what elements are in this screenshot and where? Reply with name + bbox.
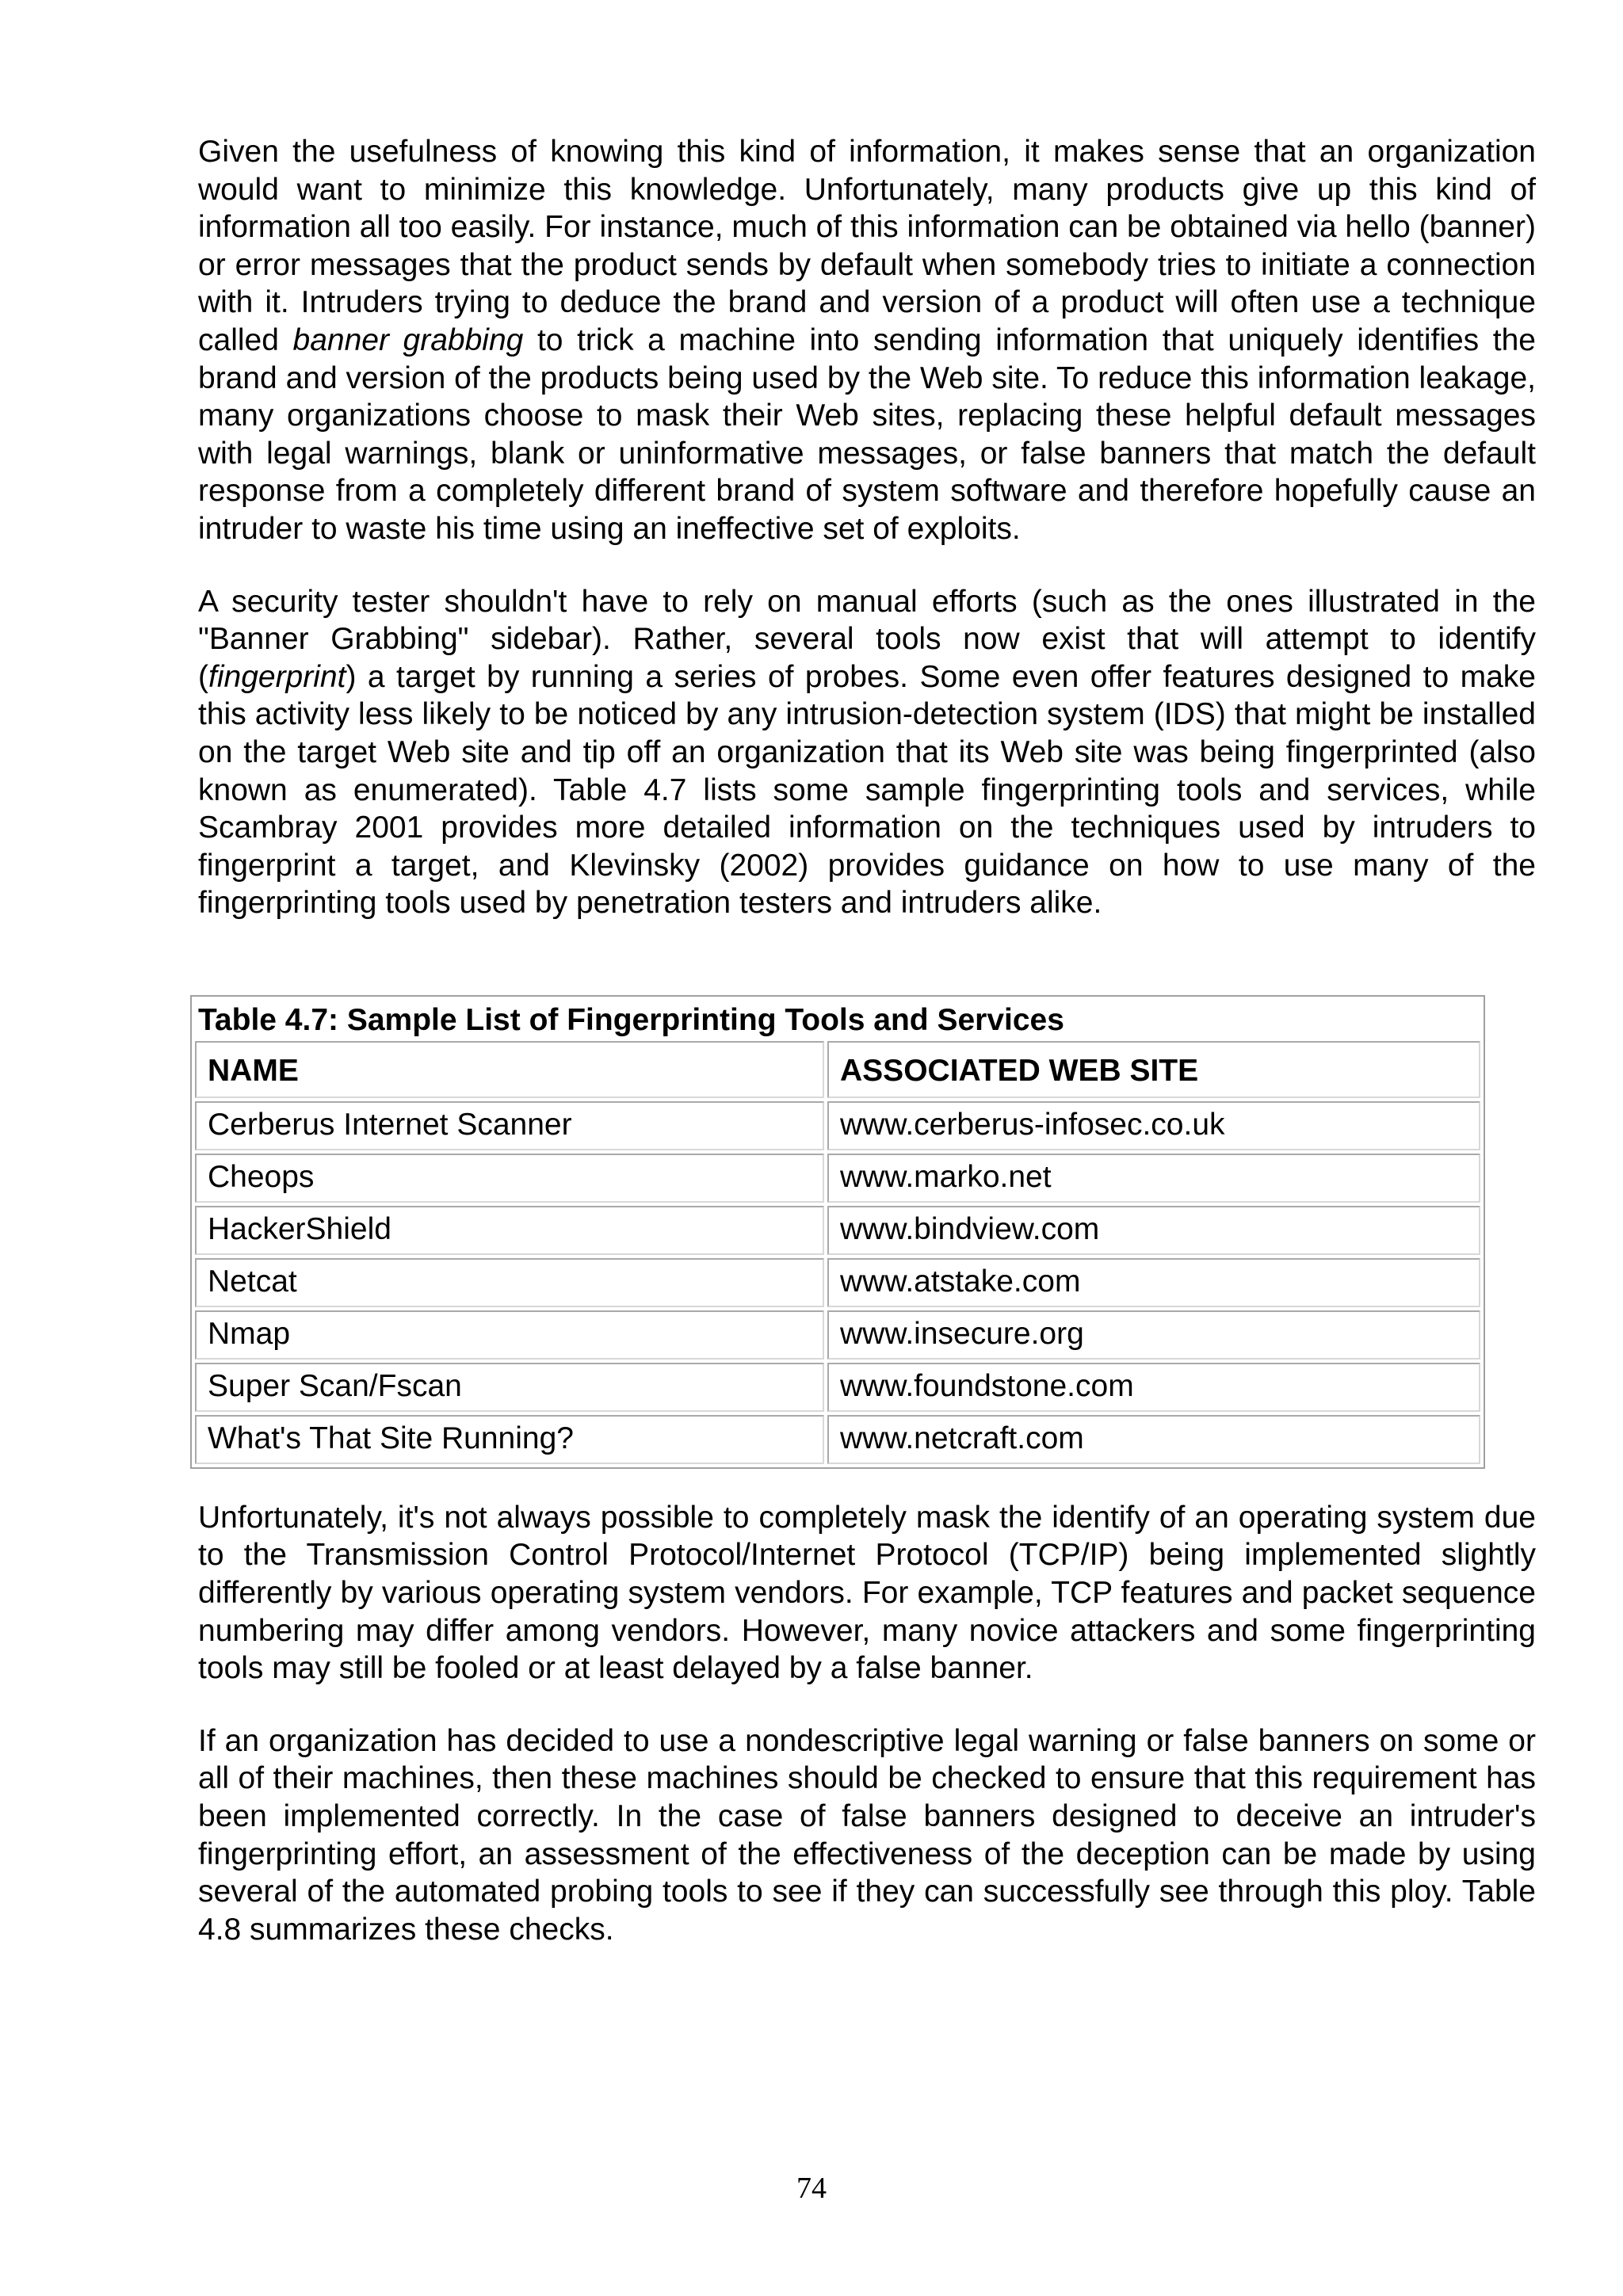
fingerprinting-tools-table: [190, 995, 1485, 1469]
tool-name: Nmap: [195, 1310, 824, 1360]
tool-name: HackerShield: [195, 1206, 824, 1255]
tool-web-site: www.netcraft.com: [827, 1415, 1480, 1464]
tool-web-site: www.insecure.org: [827, 1310, 1480, 1360]
paragraph-4: If an organization has decided to use a nondescriptive legal warning or false banners on some or all of their machines, then these machines should be checked to ensure that this requirement has been implemented correctly. In the case of false banners designed to deceive an intruder's fingerprinting effort, an assessment of the effectiveness of the deception can be made by using several of the automated probing tools to see if they can successfully see through this ploy. Table 4.8 summarizes these checks.: [198, 1723, 1536, 1947]
header-name: NAME: [195, 1041, 824, 1098]
tool-name: Super Scan/Fscan: [195, 1363, 824, 1412]
header-web-site: ASSOCIATED WEB SITE: [827, 1041, 1480, 1098]
tool-web-site: www.marko.net: [827, 1154, 1480, 1203]
tool-web-site: www.cerberus-infosec.co.uk: [827, 1101, 1480, 1150]
paragraph-1-part-b: to trick a machine into sending information that uniquely identifies the brand and version of the products being used by the Web site. To reduce this information leakage, many organizations choose to mask their Web sites, replacing these helpful default messages with legal warnings, blank or uninformative messages, or false banners that match the default response from a completely different brand of system software and therefore hopefully cause an intruder to waste his time using an ineffective set of exploits.: [198, 322, 1536, 546]
tool-name: Netcat: [195, 1258, 824, 1307]
table-row: [195, 1258, 1480, 1307]
table-row: [195, 1101, 1480, 1150]
table-header-row: [195, 1041, 1480, 1098]
tools-table: [192, 1038, 1484, 1467]
table-row: [195, 1415, 1480, 1464]
table-row: [195, 1363, 1480, 1412]
term-banner-grabbing: banner grabbing: [292, 322, 524, 357]
page-number: 74: [796, 2172, 827, 2205]
term-fingerprint: fingerprint: [208, 659, 346, 694]
tool-web-site: www.foundstone.com: [827, 1363, 1480, 1412]
table-row: [195, 1206, 1480, 1255]
paragraph-2: [198, 583, 1536, 922]
tool-name: Cerberus Internet Scanner: [195, 1101, 824, 1150]
table-caption: Table 4.7: Sample List of Fingerprinting Tools and Services: [198, 1002, 1064, 1037]
paragraph-3: Unfortunately, it's not always possible to completely mask the identify of an operating system due to the Transmission Control Protocol/Internet Protocol (TCP/IP) being implemented slightly differently by various operating system vendors. For example, TCP features and packet sequence numbering may differ among vendors. However, many novice attackers and some fingerprinting tools may still be fooled or at least delayed by a false banner.: [198, 1500, 1536, 1686]
tool-name: Cheops: [195, 1154, 824, 1203]
tool-web-site: www.atstake.com: [827, 1258, 1480, 1307]
table-row: [195, 1154, 1480, 1203]
table-row: [195, 1310, 1480, 1360]
tool-name: What's That Site Running?: [195, 1415, 824, 1464]
paragraph-1-part-a: Given the usefulness of knowing this kind of information, it makes sense that an organization would want to minimize this knowledge. Unfortunately, many products give up this kind of information all too easily. For instance, much of this information can be obtained via hello (banner) or error messages that the product sends by default when somebody tries to initiate a connection with it. Intruders trying to deduce the brand and version of a product will often use a technique called: [198, 135, 1537, 357]
paragraph-2-part-b: ) a target by running a series of probes. Some even offer features designed to make this activity less likely to be noticed by any intrusion-detection system (IDS) that might be installed on the target Web site and tip off an organization that its Web site was being fingerprinted (also known as enumerated). Table 4.7 lists some sample fingerprinting tools and services, while Scambray 2001 provides more detailed information on the techniques used by intruders to fingerprint a target, and Klevinsky (2002) provides guidance on how to use many of the fingerprinting tools used by penetration testers and intruders alike.: [198, 659, 1536, 921]
paragraph-2-part-a: A security tester shouldn't have to rely on manual efforts (such as the ones illustrated in the "Banner Grabbing" sidebar). Rather, several tools now exist that will attempt to identify (: [198, 584, 1536, 694]
tool-web-site: www.bindview.com: [827, 1206, 1480, 1255]
paragraph-1: [198, 133, 1536, 548]
page-content: [198, 133, 1536, 1948]
